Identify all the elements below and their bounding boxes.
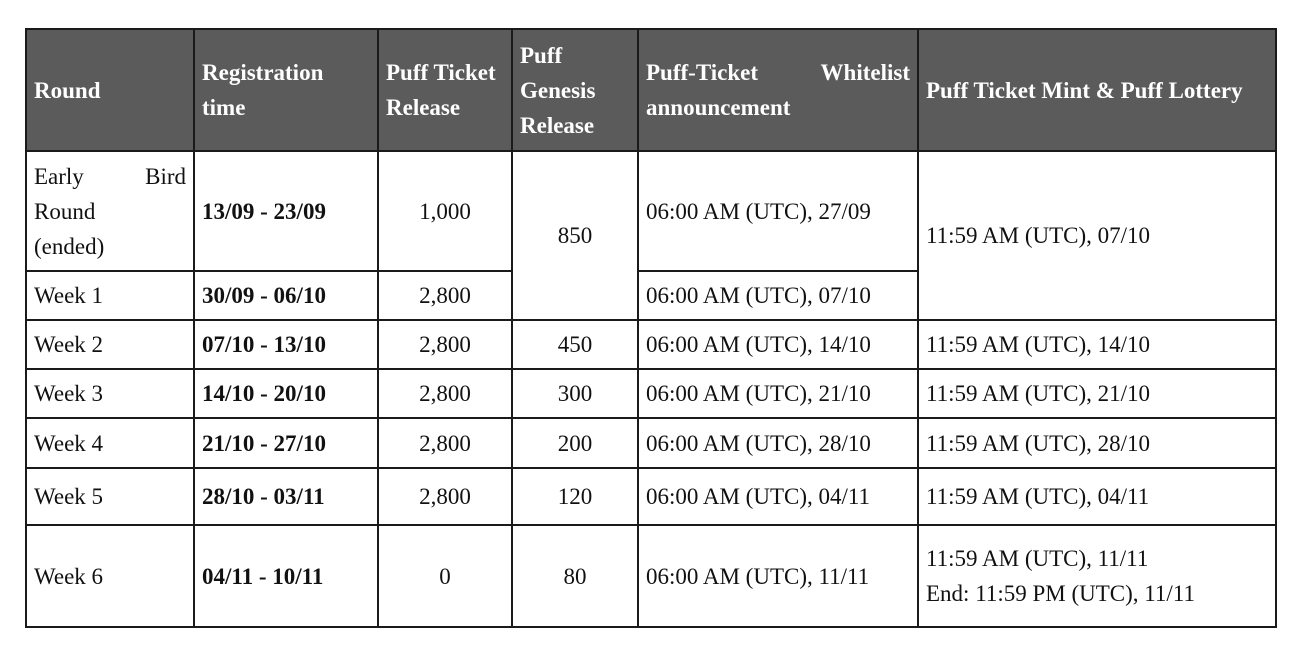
cell-ticket-release: 1,000	[378, 151, 512, 271]
cell-genesis-release: 80	[512, 525, 638, 627]
cell-registration: 30/09 - 06/10	[194, 271, 378, 320]
table-body	[26, 151, 1276, 627]
header-puff-ticket-release: Puff Ticket Release	[378, 29, 512, 151]
table-row	[26, 369, 1276, 418]
schedule-table	[25, 28, 1277, 628]
header-registration-time: Registration time	[194, 29, 378, 151]
table-row	[26, 418, 1276, 468]
cell-round: Week 6	[26, 525, 194, 627]
round-line: Early Bird	[34, 163, 186, 189]
cell-genesis-release-merged: 850	[512, 151, 638, 320]
cell-mint	[918, 525, 1276, 627]
cell-round: Week 4	[26, 418, 194, 468]
header-puff-genesis-release: Puff Genesis Release	[512, 29, 638, 151]
mint-end-line: End: 11:59 PM (UTC), 11/11	[926, 581, 1195, 606]
table-row	[26, 151, 1276, 271]
round-line: (ended)	[34, 233, 105, 259]
cell-registration: 21/10 - 27/10	[194, 418, 378, 468]
cell-round: Week 2	[26, 320, 194, 369]
cell-whitelist: 06:00 AM (UTC), 07/10	[638, 271, 918, 320]
mint-line: 11:59 AM (UTC), 11/11	[926, 546, 1149, 571]
cell-mint-merged: 11:59 AM (UTC), 07/10	[918, 151, 1276, 320]
cell-registration: 07/10 - 13/10	[194, 320, 378, 369]
table-header	[26, 29, 1276, 151]
cell-ticket-release: 2,800	[378, 369, 512, 418]
cell-ticket-release: 2,800	[378, 468, 512, 525]
cell-whitelist: 06:00 AM (UTC), 21/10	[638, 369, 918, 418]
cell-ticket-release: 2,800	[378, 418, 512, 468]
cell-registration: 14/10 - 20/10	[194, 369, 378, 418]
cell-round: Week 3	[26, 369, 194, 418]
cell-round	[26, 151, 194, 271]
cell-mint: 11:59 AM (UTC), 14/10	[918, 320, 1276, 369]
schedule-table-container	[25, 28, 1277, 628]
cell-mint: 11:59 AM (UTC), 28/10	[918, 418, 1276, 468]
cell-genesis-release: 450	[512, 320, 638, 369]
cell-genesis-release: 120	[512, 468, 638, 525]
cell-whitelist: 06:00 AM (UTC), 14/10	[638, 320, 918, 369]
cell-ticket-release: 2,800	[378, 271, 512, 320]
table-row	[26, 525, 1276, 627]
cell-ticket-release: 2,800	[378, 320, 512, 369]
header-round: Round	[26, 29, 194, 151]
cell-mint: 11:59 AM (UTC), 04/11	[918, 468, 1276, 525]
cell-whitelist: 06:00 AM (UTC), 28/10	[638, 418, 918, 468]
round-line: Round	[34, 198, 96, 224]
cell-whitelist: 06:00 AM (UTC), 04/11	[638, 468, 918, 525]
cell-registration: 13/09 - 23/09	[194, 151, 378, 271]
cell-genesis-release: 300	[512, 369, 638, 418]
cell-round: Week 1	[26, 271, 194, 320]
cell-whitelist: 06:00 AM (UTC), 11/11	[638, 525, 918, 627]
table-row	[26, 468, 1276, 525]
cell-whitelist: 06:00 AM (UTC), 27/09	[638, 151, 918, 271]
cell-genesis-release: 200	[512, 418, 638, 468]
cell-registration: 04/11 - 10/11	[194, 525, 378, 627]
cell-ticket-release: 0	[378, 525, 512, 627]
header-row	[26, 29, 1276, 151]
table-row	[26, 320, 1276, 369]
header-mint-lottery: Puff Ticket Mint & Puff Lottery	[918, 29, 1276, 151]
cell-round: Week 5	[26, 468, 194, 525]
cell-mint: 11:59 AM (UTC), 21/10	[918, 369, 1276, 418]
header-whitelist-announcement: Puff-Ticket Whitelist announcement	[638, 29, 918, 151]
cell-registration: 28/10 - 03/11	[194, 468, 378, 525]
